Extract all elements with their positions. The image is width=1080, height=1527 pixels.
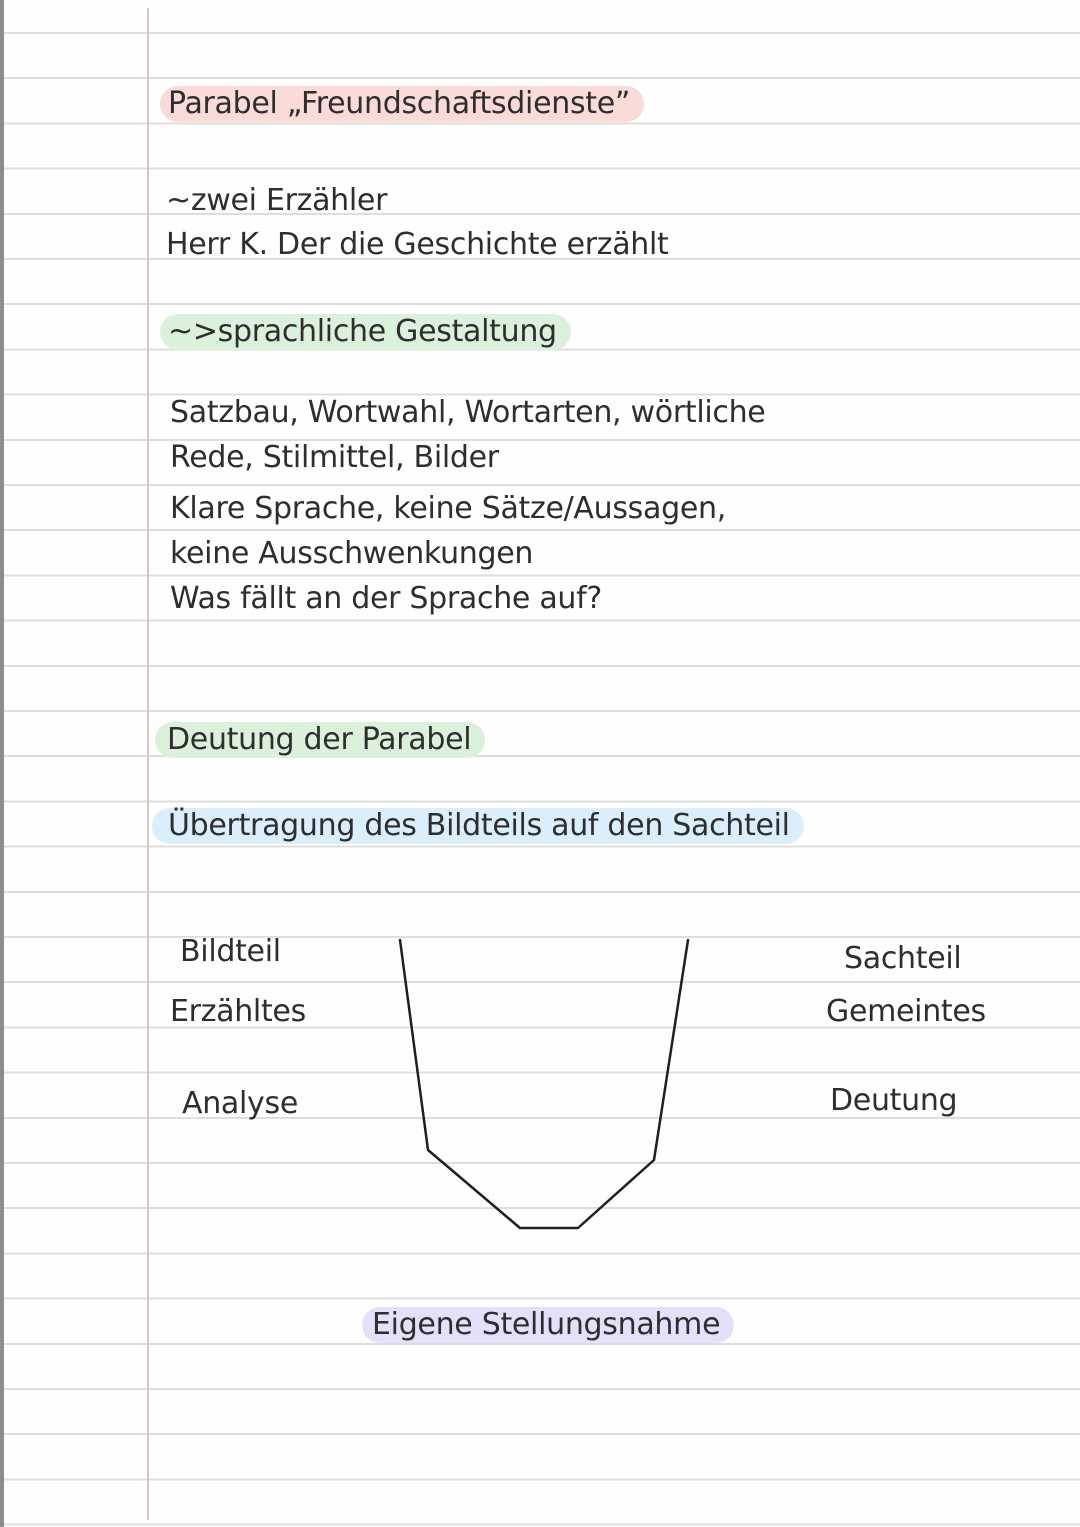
sprachlich-line-4: keine Ausschwenkungen [170, 536, 534, 571]
sprachlich-line-2: Rede, Stilmittel, Bilder [170, 440, 499, 475]
page-title: Parabel „Freundschaftsdienste” [160, 86, 644, 122]
section-heading-deutung: Deutung der Parabel [155, 722, 485, 758]
diagram-label-gemeintes: Gemeintes [826, 994, 986, 1029]
sprachlich-line-3: Klare Sprache, keine Sätze/Aussagen, [170, 491, 726, 526]
sprachlich-line-1: Satzbau, Wortwahl, Wortarten, wörtliche [170, 395, 766, 430]
diagram-label-analyse: Analyse [182, 1086, 298, 1121]
section-heading-sprachliche-gestaltung: ~>sprachliche Gestaltung [160, 314, 571, 350]
narrator-line-1: ~zwei Erzähler [166, 183, 388, 218]
bridge-diagram-line [400, 940, 688, 1228]
diagram-label-sachteil: Sachteil [844, 941, 962, 976]
diagram-label-erzaehltes: Erzähltes [170, 994, 306, 1029]
sprachlich-line-5: Was fällt an der Sprache auf? [170, 581, 602, 616]
diagram-label-bildteil: Bildteil [180, 934, 281, 969]
narrator-line-2: Herr K. Der die Geschichte erzählt [166, 227, 669, 262]
section-heading-stellungnahme: Eigene Stellungsnahme [362, 1307, 734, 1343]
section-heading-uebertragung: Übertragung des Bildteils auf den Sachteil [152, 808, 804, 844]
diagram-label-deutung: Deutung [830, 1083, 958, 1118]
